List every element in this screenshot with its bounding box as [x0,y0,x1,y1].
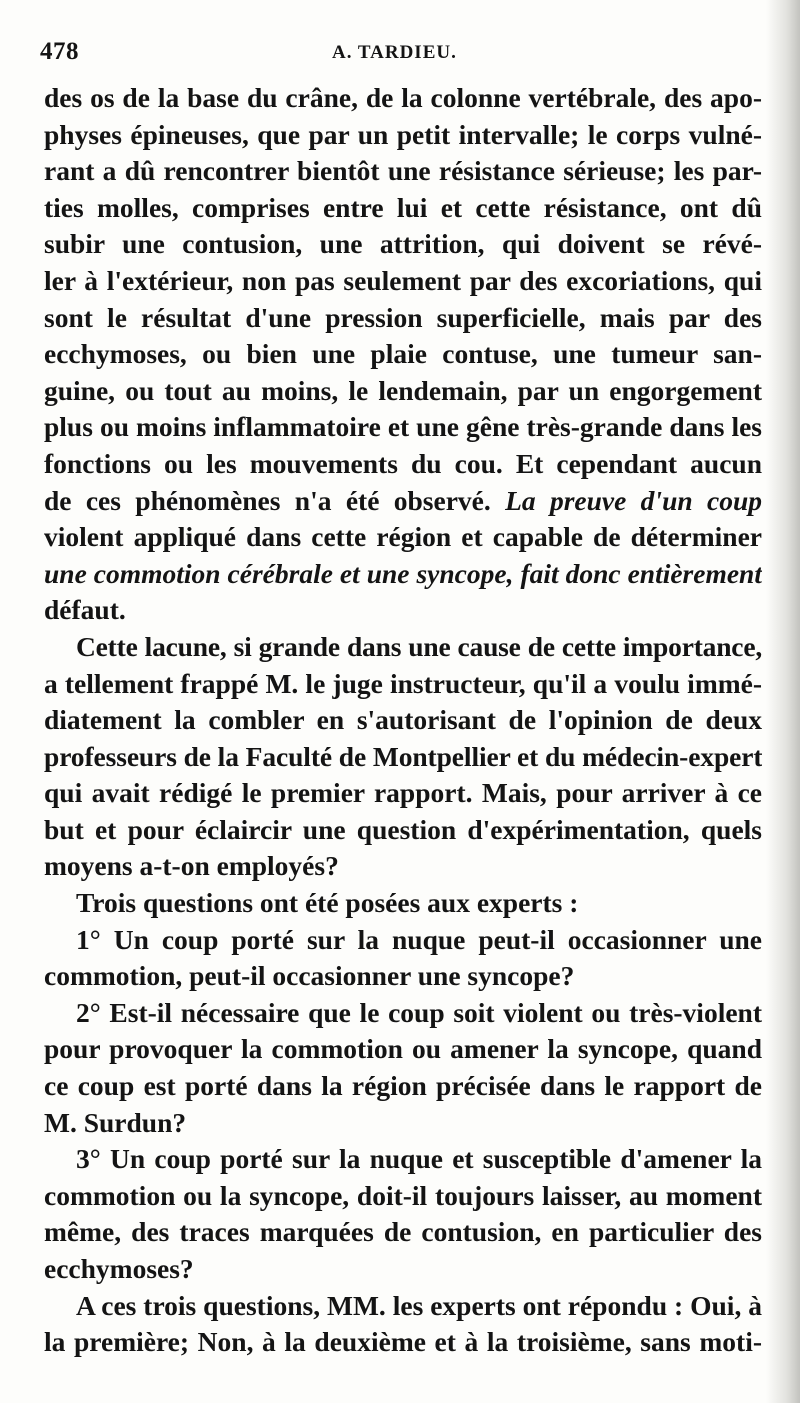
text-line: but et pour éclaircir une question d'expérimentation, quels [44,813,762,845]
text-line: plus ou moins inflammatoire et une gêne très-grande dans les [44,411,762,443]
text-line: sont le résultat d'une pression superficielle, mais par des [44,301,762,333]
text-line-mixed [44,483,762,520]
text-line: même, des traces marquées de contusion, en particulier des [44,1216,762,1248]
body-text [44,80,762,1361]
page-number: 478 [40,38,79,65]
text-line: 2° Est-il nécessaire que le coup soit violent ou très-violent [76,996,762,1028]
text-line: moyens a-t-on employés? [44,850,339,882]
text-line: diatement la combler en s'autorisant de l'opinion de deux [44,704,762,736]
text-line: a tellement frappé M. le juge instructeur, qu'il a voulu immé- [44,667,762,699]
page-gutter-shadow [766,0,800,1403]
text-line: M. Surdun? [44,1106,187,1138]
text-line: Cette lacune, si grande dans une cause de cette importance, [76,630,762,662]
text-line: Trois questions ont été posées aux experts : [76,887,579,919]
italic-segment: une commotion cérébrale et une syncope [44,557,507,589]
text-line: la première; Non, à la deuxième et à la troisième, sans moti- [44,1326,762,1358]
text-line: ler à l'extérieur, non pas seulement par des excoriations, qui [44,264,762,296]
text-line: professeurs de la Faculté de Montpellier et du médecin-expert [44,740,762,772]
text-segment: , fait donc entièrement [506,557,762,589]
text-line: A ces trois questions, MM. les experts ont répondu : Oui, à [76,1289,762,1321]
text-line: physes épineuses, que par un petit intervalle; le corps vulné- [44,118,762,150]
text-line: des os de la base du crâne, de la colonne vertébrale, des apo- [44,82,762,113]
text-line: 1° Un coup porté sur la nuque peut-il occasionner une [76,923,762,955]
running-head: A. TARDIEU. [332,42,457,63]
text-line: commotion ou la syncope, doit-il toujours laisser, au moment [44,1179,762,1211]
text-line: ties molles, comprises entre lui et cette résistance, ont dû [44,191,762,223]
italic-line: défaut. [44,594,126,626]
text-line: commotion, peut-il occasionner une syncope? [44,960,575,992]
text-line: guine, ou tout au moins, le lendemain, par un engorgement [44,374,762,406]
italic-segment: La preuve d'un coup [505,484,762,516]
text-line: ce coup est porté dans la région précisée dans le rapport de [44,1070,762,1102]
text-line: qui avait rédigé le premier rapport. Mais, pour arriver à ce [44,777,762,809]
text-line: subir une contusion, une attrition, qui doivent se révé- [44,228,762,260]
text-line-mixed [44,556,762,593]
text-segment: de ces phénomènes n'a été observé. [44,484,506,516]
text-line: ecchymoses, ou bien une plaie contuse, une tumeur san- [44,338,762,370]
text-line: 3° Un coup porté sur la nuque et susceptible d'amener la [76,1143,762,1175]
text-line: pour provoquer la commotion ou amener la syncope, quand [44,1033,762,1065]
text-line: fonctions ou les mouvements du cou. Et cependant aucun [44,447,762,479]
italic-line: violent appliqué dans cette région et capable de déterminer [44,521,762,553]
text-line: rant a dû rencontrer bientôt une résistance sérieuse; les par- [44,155,762,187]
page-header [40,38,760,68]
text-line: ecchymoses? [44,1253,194,1284]
